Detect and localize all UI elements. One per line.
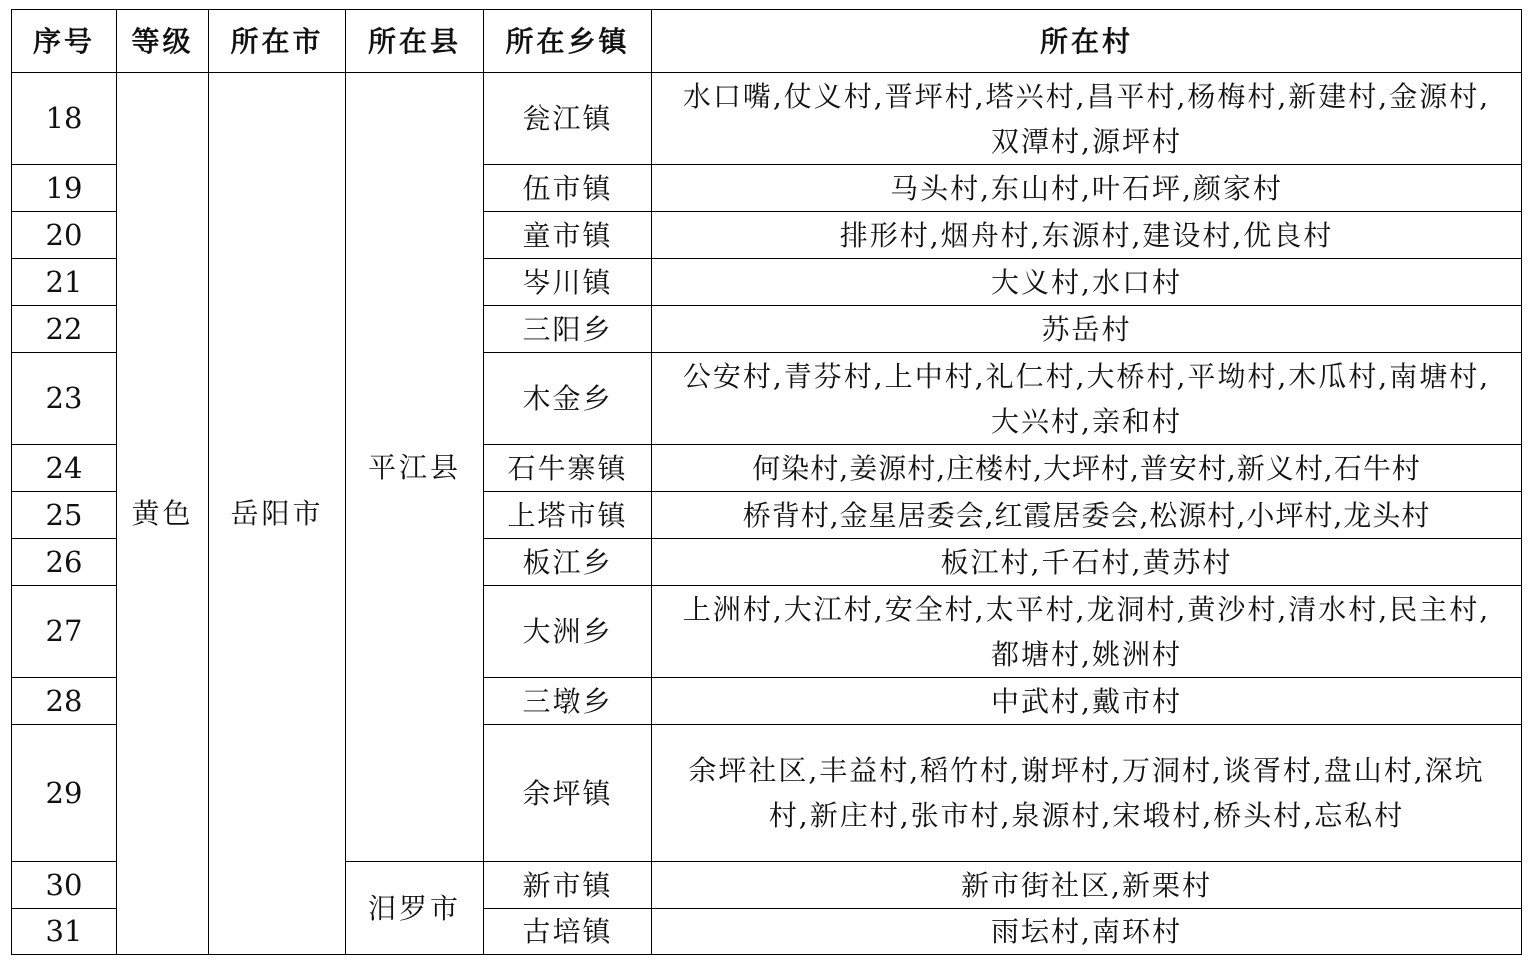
town-cell: 岑川镇 [484, 259, 652, 306]
seq-cell: 23 [12, 353, 117, 445]
village-cell: 水口嘴,仗义村,晋坪村,塔兴村,昌平村,杨梅村,新建村,金源村,双潭村,源坪村 [652, 73, 1522, 165]
town-cell: 板江乡 [484, 539, 652, 586]
town-cell: 余坪镇 [484, 725, 652, 862]
header-city: 所在市 [209, 10, 346, 73]
town-cell: 三阳乡 [484, 306, 652, 353]
seq-cell: 28 [12, 678, 117, 725]
header-village: 所在村 [652, 10, 1522, 73]
header-town: 所在乡镇 [484, 10, 652, 73]
village-cell: 大义村,水口村 [652, 259, 1522, 306]
village-cell: 公安村,青芬村,上中村,礼仁村,大桥村,平坳村,木瓜村,南塘村,大兴村,亲和村 [652, 353, 1522, 445]
town-cell: 瓮江镇 [484, 73, 652, 165]
village-cell: 桥背村,金星居委会,红霞居委会,松源村,小坪村,龙头村 [652, 492, 1522, 539]
town-cell: 三墩乡 [484, 678, 652, 725]
town-cell: 古培镇 [484, 909, 652, 955]
seq-cell: 25 [12, 492, 117, 539]
seq-cell: 31 [12, 909, 117, 955]
seq-cell: 27 [12, 586, 117, 678]
town-cell: 童市镇 [484, 212, 652, 259]
town-cell: 木金乡 [484, 353, 652, 445]
seq-cell: 18 [12, 73, 117, 165]
town-cell: 伍市镇 [484, 165, 652, 212]
table-row [12, 73, 1522, 165]
seq-cell: 22 [12, 306, 117, 353]
seq-cell: 19 [12, 165, 117, 212]
header-seq: 序号 [12, 10, 117, 73]
seq-cell: 20 [12, 212, 117, 259]
town-cell: 新市镇 [484, 862, 652, 909]
county-cell: 汨罗市 [346, 862, 484, 955]
header-row [12, 10, 1522, 73]
seq-cell: 29 [12, 725, 117, 862]
town-cell: 大洲乡 [484, 586, 652, 678]
town-cell: 上塔市镇 [484, 492, 652, 539]
seq-cell: 30 [12, 862, 117, 909]
seq-cell: 21 [12, 259, 117, 306]
village-cell: 马头村,东山村,叶石坪,颜家村 [652, 165, 1522, 212]
seq-cell: 26 [12, 539, 117, 586]
village-cell: 何染村,姜源村,庄楼村,大坪村,普安村,新义村,石牛村 [652, 445, 1522, 492]
village-cell: 上洲村,大江村,安全村,太平村,龙洞村,黄沙村,清水村,民主村,都塘村,姚洲村 [652, 586, 1522, 678]
village-cell: 苏岳村 [652, 306, 1522, 353]
header-grade: 等级 [117, 10, 209, 73]
village-table [11, 9, 1522, 955]
village-cell: 余坪社区,丰益村,稻竹村,谢坪村,万洞村,谈胥村,盘山村,深坑村,新庄村,张市村,泉源村,宋塅村,桥头村,忘私村 [652, 725, 1522, 862]
town-cell: 石牛寨镇 [484, 445, 652, 492]
village-cell: 雨坛村,南环村 [652, 909, 1522, 955]
city-cell: 岳阳市 [209, 73, 346, 955]
county-cell: 平江县 [346, 73, 484, 862]
village-cell: 板江村,千石村,黄苏村 [652, 539, 1522, 586]
grade-cell: 黄色 [117, 73, 209, 955]
village-cell: 排形村,烟舟村,东源村,建设村,优良村 [652, 212, 1522, 259]
header-county: 所在县 [346, 10, 484, 73]
village-cell: 中武村,戴市村 [652, 678, 1522, 725]
seq-cell: 24 [12, 445, 117, 492]
village-cell: 新市街社区,新栗村 [652, 862, 1522, 909]
